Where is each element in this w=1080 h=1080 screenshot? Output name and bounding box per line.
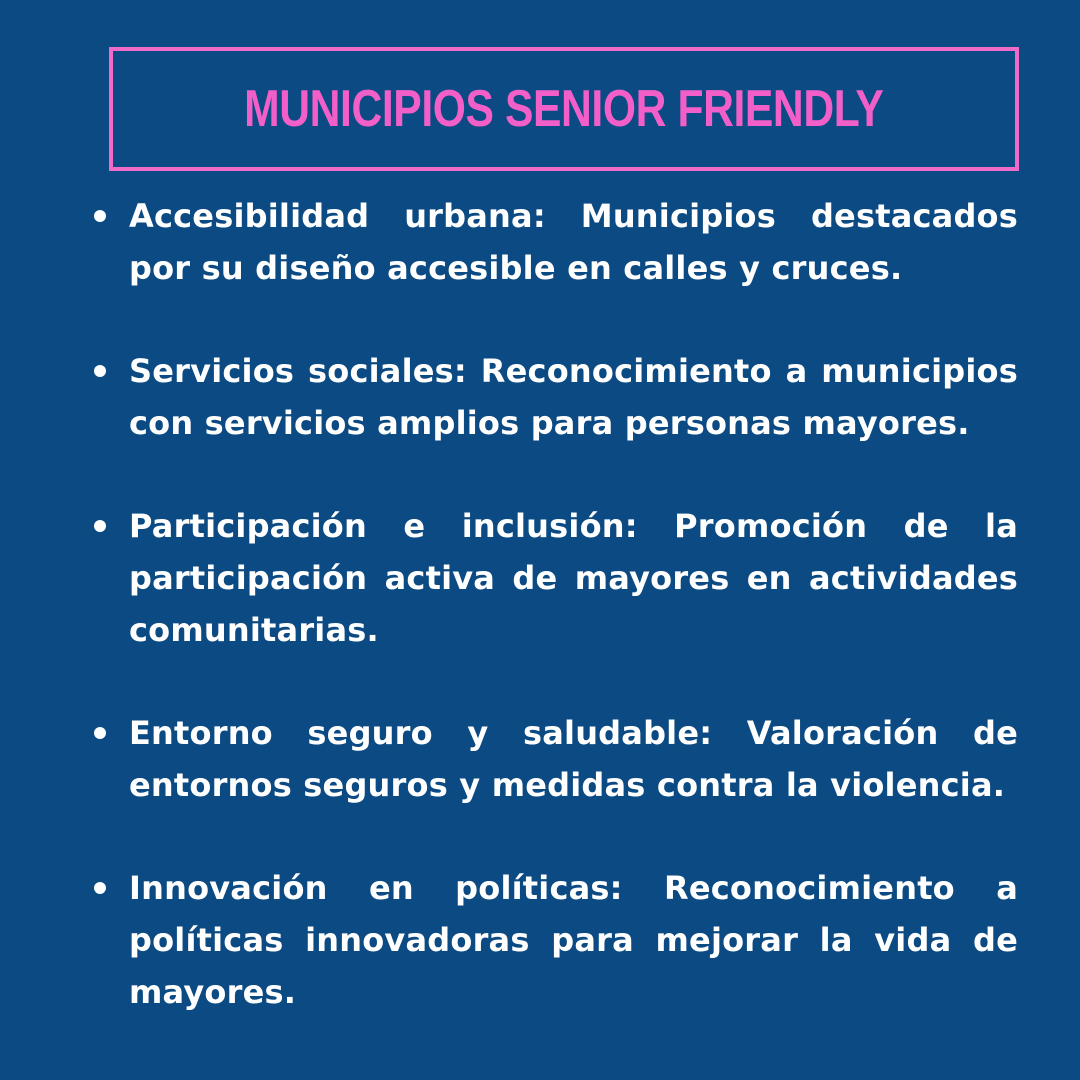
list-item-text: Entorno seguro y saludable: Valoración de entornos seguros y medidas contra la violencia. <box>129 714 1018 804</box>
list-item <box>88 500 1018 656</box>
list-item <box>88 190 1018 294</box>
list-item-text: Innovación en políticas: Reconocimiento a políticas innovadoras para mejorar la vida de mayores. <box>129 869 1018 1011</box>
list-item <box>88 707 1018 811</box>
bullet-icon <box>94 882 106 894</box>
title-frame <box>109 47 1019 171</box>
page-title: MUNICIPIOS SENIOR FRIENDLY <box>244 80 884 138</box>
bullet-icon <box>94 727 106 739</box>
list-item <box>88 345 1018 449</box>
bullet-icon <box>94 210 106 222</box>
bullet-icon <box>94 365 106 377</box>
list-item <box>88 862 1018 1018</box>
bullet-icon <box>94 520 106 532</box>
list-item-text: Servicios sociales: Reconocimiento a municipios con servicios amplios para personas mayores. <box>129 352 1018 442</box>
criteria-list <box>88 190 1018 1069</box>
list-item-text: Participación e inclusión: Promoción de la participación activa de mayores en actividades comunitarias. <box>129 507 1018 649</box>
list-item-text: Accesibilidad urbana: Municipios destacados por su diseño accesible en calles y cruces. <box>129 197 1018 287</box>
